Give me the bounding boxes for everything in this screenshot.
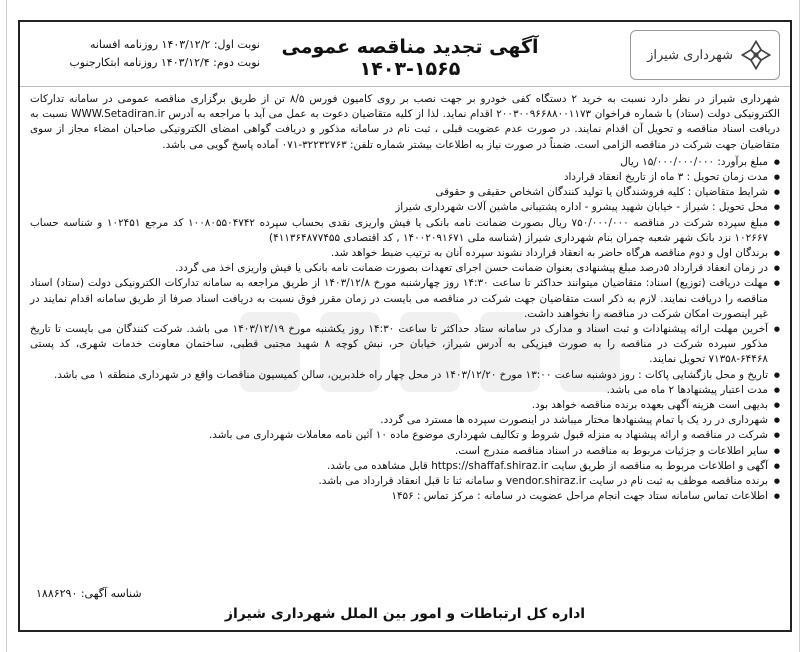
right-margin-line xyxy=(799,0,800,652)
list-item: ● شرایط متقاضیان : کلیه فروشندگان یا تولید کنندگان اشخاص حقیقی و حقوقی xyxy=(30,185,780,200)
list-item: ● مدت زمان تحویل : ۳ ماه از تاریخ انعقاد قرارداد xyxy=(30,170,780,185)
list-item: ● شرکت در مناقصه و ارائه پیشنهاد به منزله قبول شروط و تکالیف شهرداری موضوع ماده ۱۰ آئین نامه معاملات شهرداری می باشد. xyxy=(30,428,780,443)
list-item: ● در زمان انعقاد قرارداد ۵درصد مبلغ پیشنهادی بعنوان ضمانت حسن اجرای تعهدات بصورت ضمانت نامه بانکی یا فیش واریزی اخذ می گردد. xyxy=(30,261,780,276)
list-item: ● تاریخ و محل بازگشایی پاکات : روز دوشنبه ساعت ۱۳:۰۰ مورخ ۱۴۰۳/۱۲/۲۰ در محل چهار راه خلدبرین، سالن کمیسیون مناقصات واقع در شهرداری منطقه ۱ می باشد. xyxy=(30,368,780,383)
list-item: ● بدیهی است هزینه آگهی بعهده برنده مناقصه خواهد بود. xyxy=(30,398,780,413)
list-item: ● مبلغ سپرده شرکت در مناقصه ۷۵۰/۰۰۰/۰۰۰ ریال بصورت ضمانت نامه بانکی یا فیش واریزی نقدی بحساب سپرده ۱۰۰۸۰۵۵۰۴۷۴۲ کد مرجع ۱۰۲۴۵۱ و شناسه حساب ۱۰۲۶۶۷ نزد بانک شهر شعبه چمران بنام شهرداری شیراز (شناسه ملی ۱۴۰۰۲۰۹۱۶۷۱ , کد اقتصادی ۴۱۱۳۶۴۸۷۷۴۵۵) xyxy=(30,216,780,246)
list-item: ● برنده مناقصه موظف به ثبت نام در سایت vendor.shiraz.ir و سامانه ثنا تا قبل انعقاد قرارداد می باشد. xyxy=(30,474,780,489)
logo-text: شهرداری شیراز xyxy=(647,47,733,63)
ad-header xyxy=(20,22,790,87)
list-item: ● آگهی و اطلاعات مربوط به مناقصه از طریق سایت https://shaffaf.shiraz.ir قابل مشاهده می باشد. xyxy=(30,459,780,474)
first-publication: نوبت اول: ۱۴۰۳/۱۲/۲ روزنامه افسانه xyxy=(89,38,260,51)
shiraz-municipality-logo xyxy=(630,30,780,80)
ad-code: شناسه آگهی: ۱۸۸۶۲۹۰ xyxy=(36,587,142,600)
ad-body xyxy=(30,92,780,504)
list-item: ● مهلت دریافت (توزیع) اسناد: متقاضیان میتوانند حداکثر تا ساعت ۱۴:۳۰ روز چهارشنبه مورخ ۱۴۰۳/۱۲/۸ از طریق مراجعه به سامانه تدارکات الکترونیکی دولت (ستاد) اسناد مناقصه را دریافت نمایند. لازم به ذکر است متقاضیان جهت شرکت در مناقصه می بایست در زمان مقرر فوق نسبت به دریافت اسناد صرفا از طریق سامانه اقدام نمایند در غیر اینصورت امکان شرکت در مناقصه را نخواهند داشت. xyxy=(30,276,780,322)
flower-logo-icon xyxy=(739,38,773,72)
conditions-list xyxy=(30,155,780,505)
list-item: ● مدت اعتبار پیشنهادها ۲ ماه می باشد. xyxy=(30,383,780,398)
left-margin-line xyxy=(6,0,7,652)
list-item: ● مبلغ برآورد: ۱۵/۰۰۰/۰۰۰/۰۰۰ ریال xyxy=(30,155,780,170)
list-item: ● محل تحویل : شیراز - خیابان شهید پیشرو - اداره پشتیبانی ماشین آلات شهرداری شیراز xyxy=(30,200,780,215)
list-item: ● اطلاعات تماس سامانه ستاد جهت انجام مراحل عضویت در سامانه : مرکز تماس : ۱۴۵۶ xyxy=(30,489,780,504)
list-item: ● سایر اطلاعات و جزئیات مربوط به مناقصه در اسناد مناقصه مندرج است. xyxy=(30,444,780,459)
page-title: آگهی تجدید مناقصه عمومی ۱۵۶۵-۱۴۰۳ xyxy=(281,36,539,80)
list-item: ● برندگان اول و دوم مناقصه هرگاه حاضر به انعقاد قرارداد نشوند سپرده آنان به ترتیب ضبط خواهد شد. xyxy=(30,246,780,261)
intro-paragraph: شهرداری شیراز در نظر دارد نسبت به خرید ۲ دستگاه کفی خودرو بر جهت نصب بر روی کامیون فورس ۸/۵ تن از طریق برگزاری مناقصه عمومی در سامانه تدارکات الکترونیکی دولت (ستاد) با شماره فراخوان ۲۰۰۳۰۰۹۶۶۸۸۰۰۱۱۷۳ اقدام نماید. لذا از کلیه متقاضیان دعوت به عمل می آید با مراجعه به آدرس WWW.Setadiran.ir نسبت به دریافت اسناد مناقصه و تحویل آن اقدام نمایند. در صورت عدم عضویت قبلی ، ثبت نام در سامانه مذکور و دریافت گواهی امضای الکترونیکی صاحبان امضاء مجاز از سوی متقاضیان جهت شرکت در مناقصه الزامی است. ضمناً در صورت نیاز به اطلاعات بیشتر شماره تلفن: ۳۲۲۳۲۷۶۳-۰۷۱ آماده پاسخ گویی می باشد. xyxy=(30,93,780,151)
second-publication: نوبت دوم: ۱۴۰۳/۱۲/۴ روزنامه ابتکارجنوب xyxy=(69,56,260,69)
list-item: ● آخرین مهلت ارائه پیشنهادات و ثبت اسناد و مدارک در سامانه ستاد حداکثر تا ساعت ۱۴:۳۰ روز یکشنبه مورخ ۱۴۰۳/۱۲/۱۹ می باشد. شرکت کنندگان می بایست تا تاریخ مذکور سپرده شرکت در مناقصه را به صورت فیزیکی به آدرس شیراز، خیابان حر، نبش کوچه ۸ شهید مجتبی قطبی، ساختمان معاونت خدمات شهری، کد پستی ۶۴۴۶۸-۷۱۳۵۸ تحویل نمایند. xyxy=(30,322,780,368)
list-item: ● شهرداری در رد یک یا تمام پیشنهادها مختار میباشد در اینصورت سپرده ها مسترد می گردد. xyxy=(30,413,780,428)
agency-signature: اداره کل ارتباطات و امور بین الملل شهرداری شیراز xyxy=(224,606,586,622)
publication-dates xyxy=(40,36,260,72)
advertisement-frame xyxy=(18,20,792,632)
